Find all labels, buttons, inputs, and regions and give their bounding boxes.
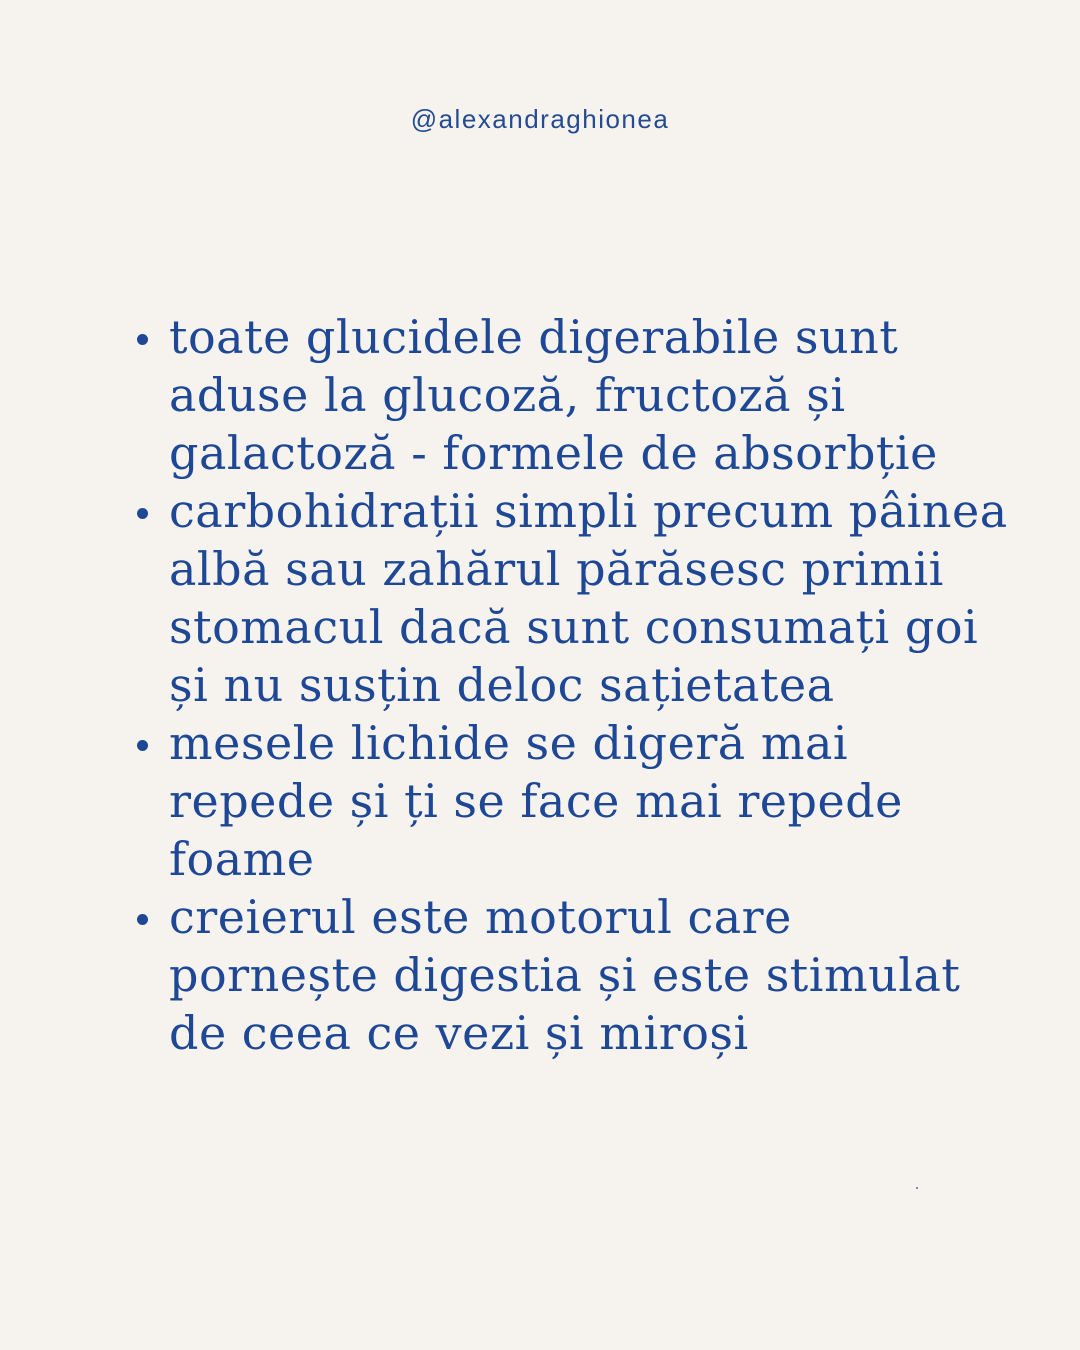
bullet-item (133, 888, 1013, 1062)
bullet-text: creierul este motorul care pornește digestia și este stimulat de ceea ce vezi și miroși (169, 890, 961, 1060)
bullet-text: toate glucidele digerabile sunt aduse la glucoză, fructoză și galactoză - formele de absorbție (169, 310, 938, 480)
account-handle: @alexandraghionea (410, 104, 670, 134)
decorative-speck (916, 1187, 918, 1189)
bullet-text: mesele lichide se digeră mai repede și ți se face mai repede foame (169, 716, 903, 886)
bullet-item (133, 482, 1013, 714)
bullet-dot-icon (137, 508, 148, 519)
bullet-dot-icon (137, 914, 148, 925)
bullet-item (133, 714, 1013, 888)
bullet-list (133, 308, 1013, 1062)
bullet-dot-icon (137, 334, 148, 345)
bullet-item (133, 308, 1013, 482)
bullet-text: carbohidrații simpli precum pâinea albă sau zahărul părăsesc primii stomacul dacă sunt consumați goi și nu susțin deloc sațietatea (169, 484, 1008, 712)
bullet-dot-icon (137, 740, 148, 751)
